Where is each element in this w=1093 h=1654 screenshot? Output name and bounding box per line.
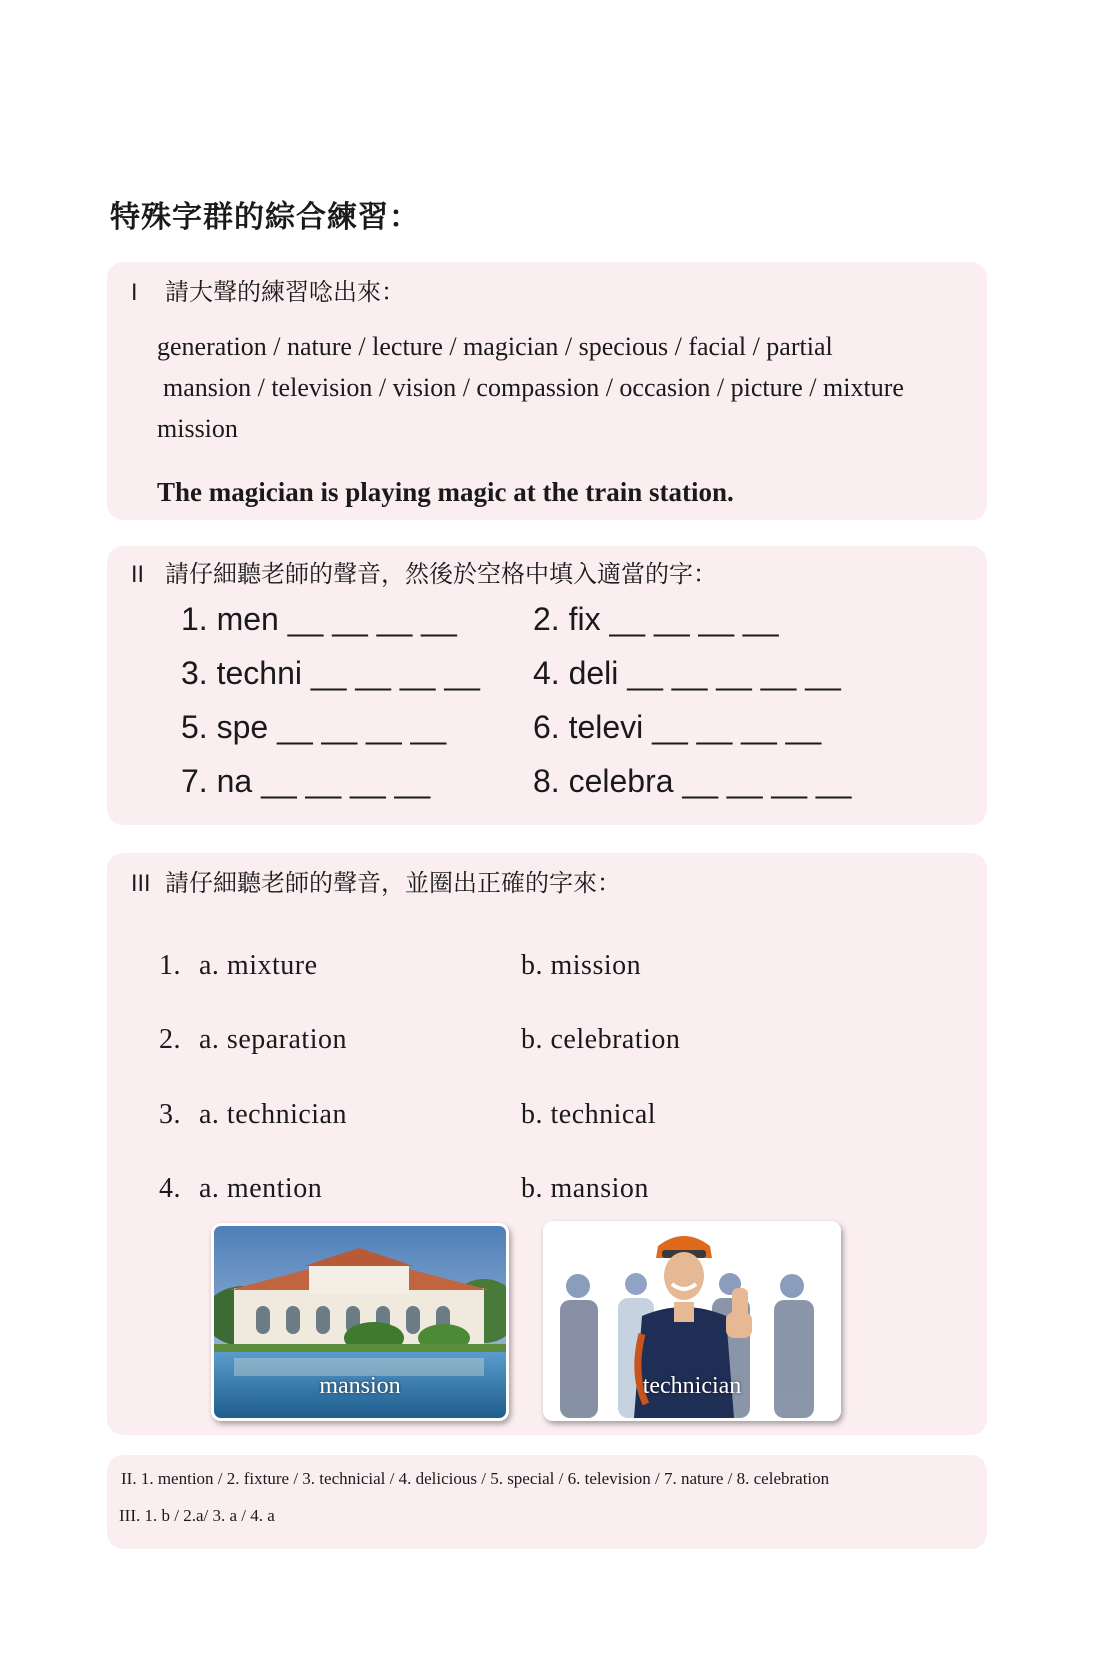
section-3-heading (131, 863, 621, 898)
technician-photo (543, 1221, 841, 1421)
question-3-option-a[interactable]: a. technician (199, 1099, 347, 1130)
section-3-panel (107, 853, 987, 1435)
question-1-option-a[interactable]: a. mixture (199, 950, 318, 981)
section-1-number: I (131, 281, 138, 306)
fill-item-2: 2. fix __ __ __ __ (533, 601, 779, 637)
section-2-panel (107, 546, 987, 825)
section-1-title: 請大聲的練習唸出來： (165, 278, 405, 306)
word-list-line-2: mansion / television / vision / compassion / occasion / picture / mixture (163, 373, 904, 402)
section-2-title: 請仔細聽老師的聲音，然後於空格中填入適當的字： (165, 560, 717, 588)
word-list-line-3: mission (157, 414, 238, 443)
practice-sentence: The magician is playing magic at the train station. (157, 477, 734, 507)
fill-item-5: 5. spe __ __ __ __ (181, 709, 447, 745)
question-4-option-b[interactable]: b. mansion (521, 1173, 649, 1204)
fill-item-3: 3. techni __ __ __ __ (181, 655, 480, 691)
section-2-number: II (131, 563, 144, 588)
section-3-number: III (131, 872, 151, 897)
question-1-number: 1. (159, 950, 181, 981)
page-title: 特殊字群的綜合練習： (110, 200, 420, 235)
word-list-line-1: generation / nature / lecture / magician / specious / facial / partial (157, 332, 833, 361)
fill-item-7: 7. na __ __ __ __ (181, 763, 431, 799)
question-2-number: 2. (159, 1024, 181, 1055)
question-2-option-a[interactable]: a. separation (199, 1024, 347, 1055)
fill-item-8: 8. celebra __ __ __ __ (533, 763, 852, 799)
section-1-panel (107, 262, 987, 520)
question-1-option-b[interactable]: b. mission (521, 950, 642, 981)
mansion-photo (211, 1223, 509, 1421)
mansion-caption: mansion (319, 1373, 401, 1399)
question-3-number: 3. (159, 1099, 181, 1130)
question-2-option-b[interactable]: b. celebration (521, 1024, 681, 1055)
answer-key-panel (107, 1455, 987, 1549)
section-2-heading (131, 554, 717, 589)
fill-item-4: 4. deli __ __ __ __ __ (533, 655, 841, 691)
section-1-heading (131, 272, 405, 307)
answer-key-section-3: III. 1. b / 2.a/ 3. a / 4. a (119, 1506, 275, 1525)
fill-item-1: 1. men __ __ __ __ (181, 601, 457, 637)
question-4-number: 4. (159, 1173, 181, 1204)
question-4-option-a[interactable]: a. mention (199, 1173, 323, 1204)
section-3-title: 請仔細聽老師的聲音，並圈出正確的字來： (165, 869, 621, 897)
technician-caption: technician (642, 1373, 742, 1399)
fill-item-6: 6. televi __ __ __ __ (533, 709, 822, 745)
answer-key-section-2: II. 1. mention / 2. fixture / 3. technicial / 4. delicious / 5. special / 6. television / 7. nature / 8. celebration (121, 1469, 830, 1488)
question-3-option-b[interactable]: b. technical (521, 1099, 657, 1130)
